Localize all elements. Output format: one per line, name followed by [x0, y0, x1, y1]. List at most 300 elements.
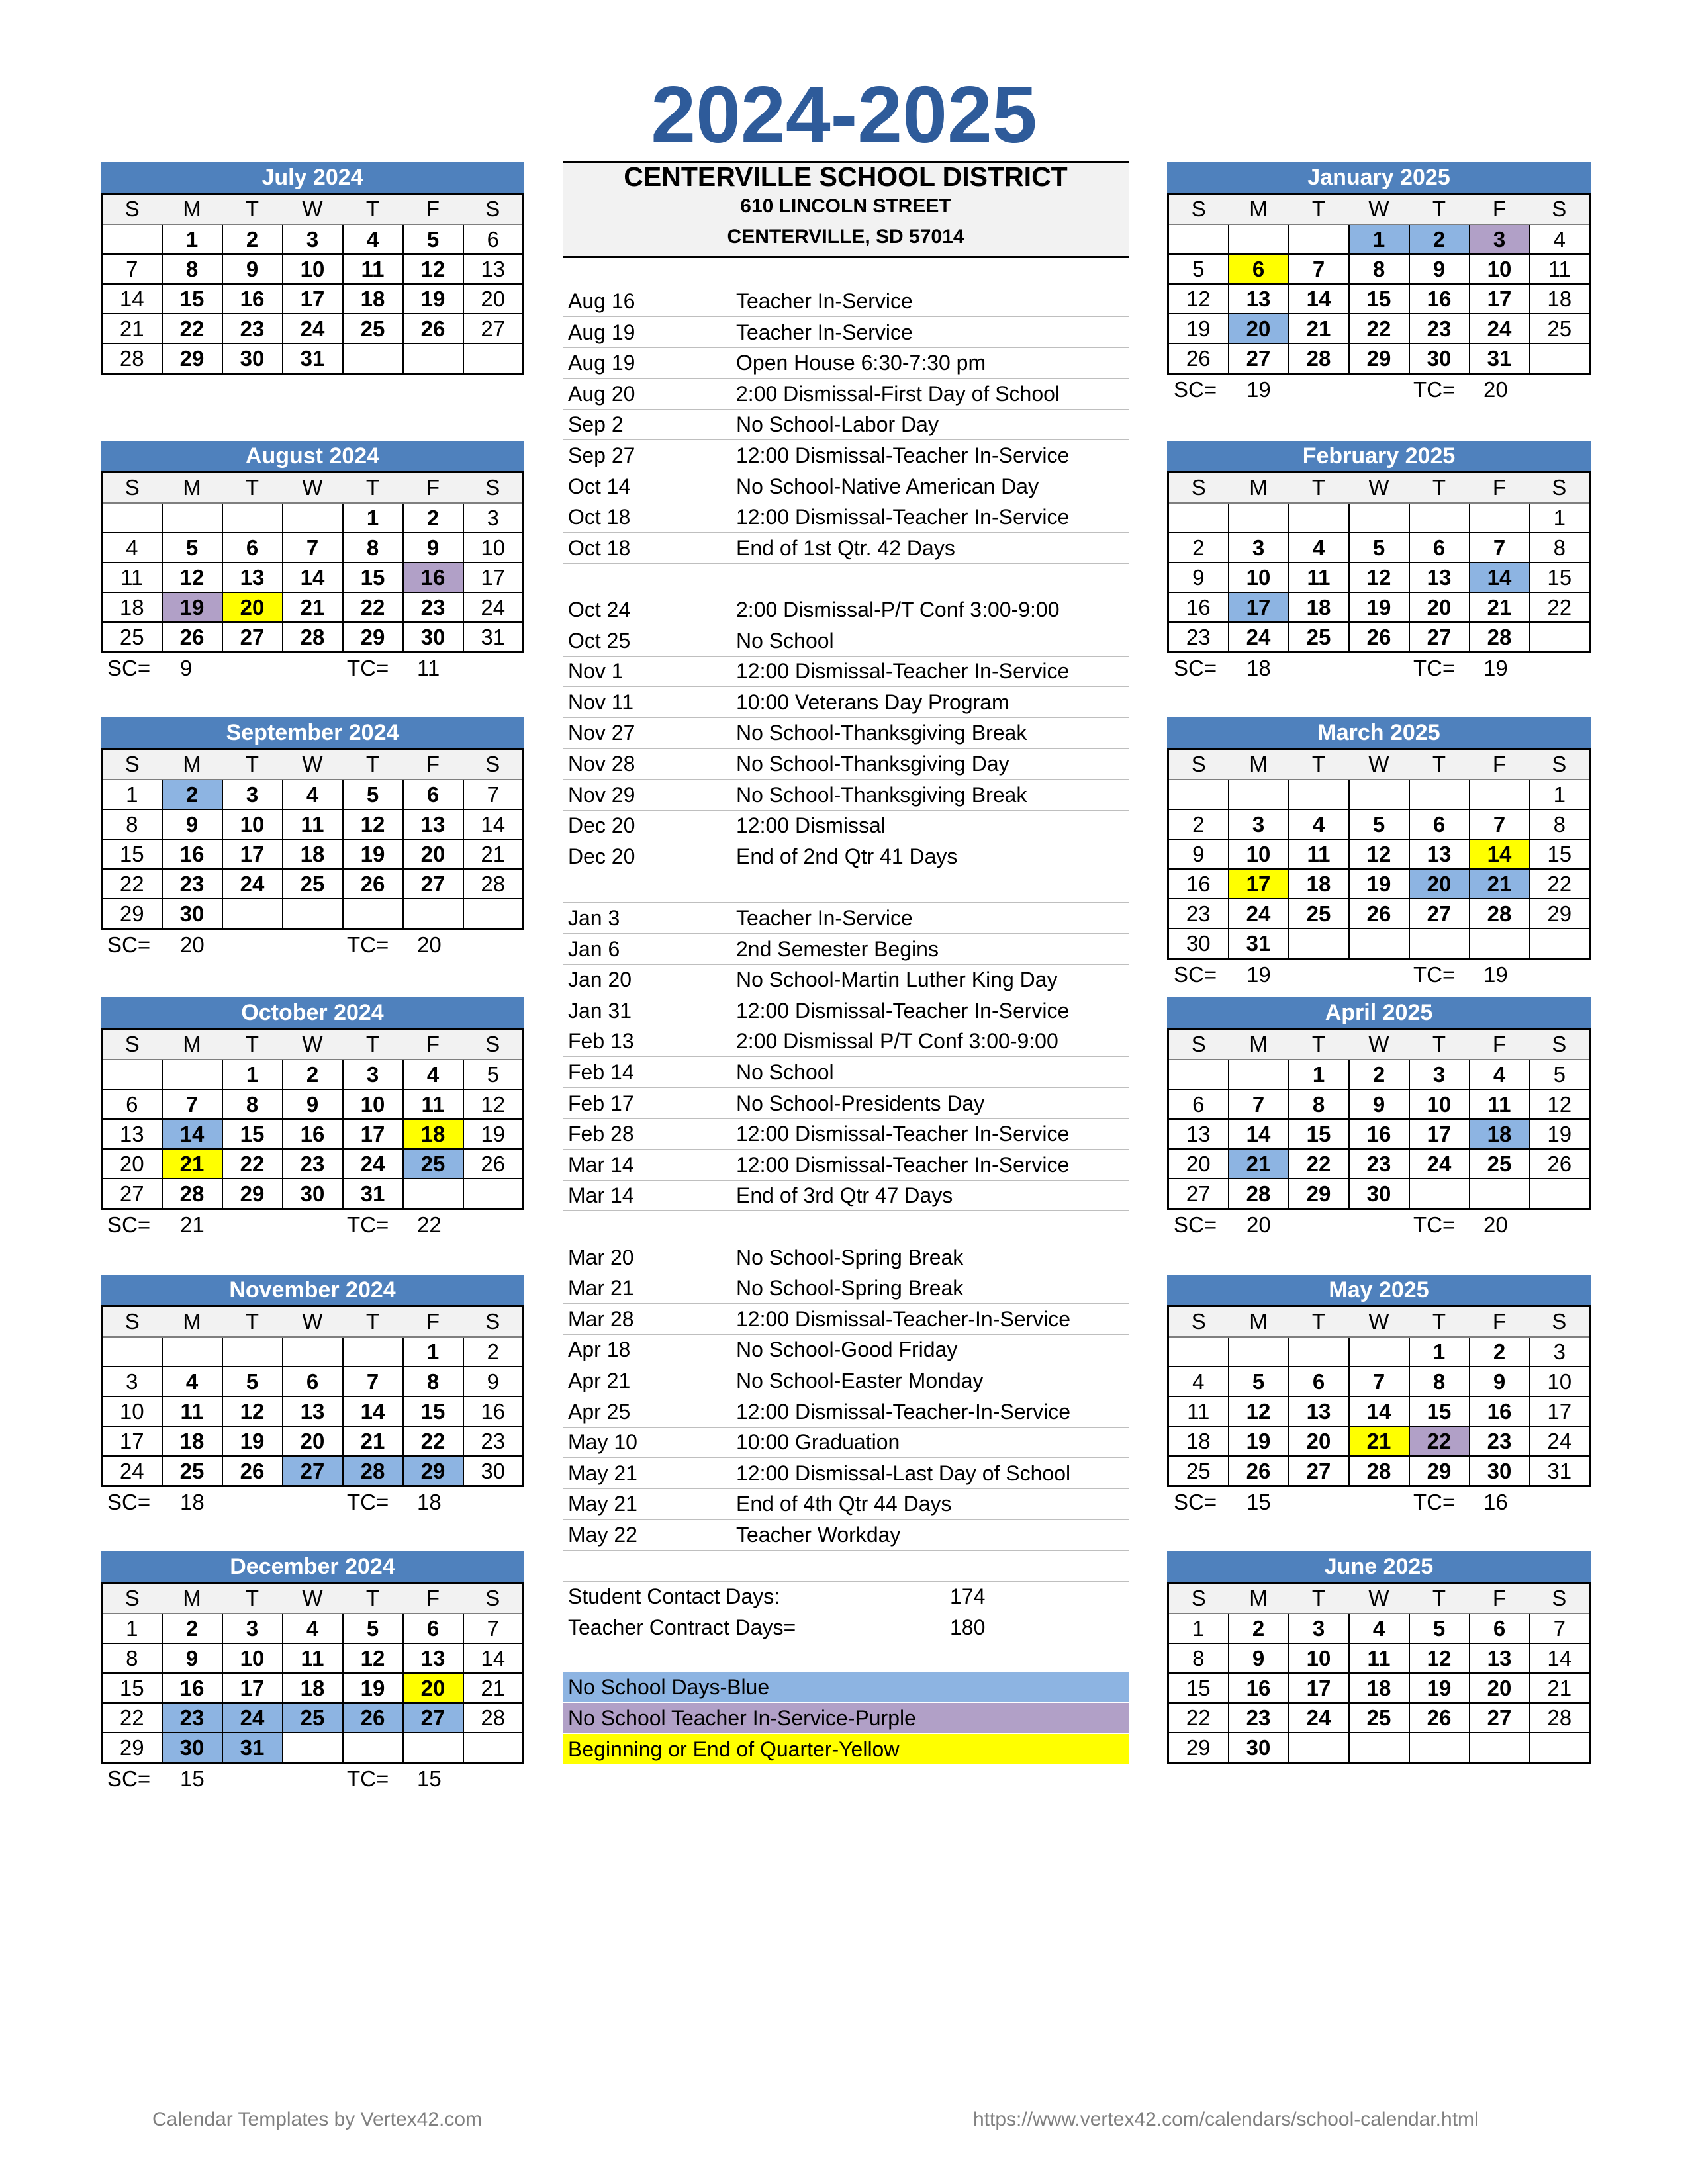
month-grid: [101, 1305, 524, 1487]
sc-value: 18: [180, 1490, 205, 1514]
day-cell: 7: [102, 254, 162, 284]
day-cell: 14: [463, 809, 524, 839]
day-cell: 20: [403, 1673, 463, 1703]
event-row: [563, 347, 1129, 379]
tc-label: TC=: [1413, 1490, 1456, 1514]
event-row: [563, 964, 1129, 995]
weekday-header: S: [102, 194, 162, 225]
weekday-header: S: [102, 1583, 162, 1614]
event-description: 180: [950, 1615, 986, 1639]
month-calendar: [101, 717, 524, 960]
event-date: Nov 27: [568, 721, 635, 745]
event-row: [563, 1150, 1129, 1181]
day-cell: 3: [1530, 1337, 1590, 1367]
event-description: No School-Thanksgiving Day: [736, 752, 1009, 776]
week-row: [102, 839, 524, 869]
day-cell: 12: [463, 1089, 524, 1119]
event-description: End of 3rd Qtr 47 Days: [736, 1183, 953, 1208]
day-cell: 18: [102, 592, 162, 622]
weekday-header: M: [1229, 749, 1289, 780]
day-cell: 16: [222, 284, 283, 314]
day-cell: 15: [222, 1119, 283, 1149]
day-cell: 21: [1349, 1426, 1409, 1456]
day-cell: 4: [1289, 809, 1349, 839]
week-row: [1168, 622, 1590, 653]
day-cell: 13: [222, 563, 283, 592]
day-cell: [343, 343, 403, 374]
day-cell: 18: [1470, 1119, 1530, 1149]
day-cell: 5: [343, 1614, 403, 1643]
day-cell: 22: [102, 869, 162, 899]
day-cell: 7: [1229, 1089, 1289, 1119]
weekday-header: M: [1229, 1306, 1289, 1338]
week-row: [1168, 899, 1590, 929]
sc-value: 21: [180, 1212, 205, 1237]
month-grid: [1167, 1305, 1591, 1487]
day-cell: 30: [283, 1179, 343, 1209]
day-cell: 24: [463, 592, 524, 622]
day-cell: 4: [1530, 224, 1590, 254]
event-date: Jan 6: [568, 936, 620, 961]
day-cell: 22: [343, 592, 403, 622]
day-cell: 26: [1168, 343, 1229, 374]
weekday-header: T: [222, 749, 283, 780]
event-row: [563, 1026, 1129, 1057]
day-cell: 26: [1349, 622, 1409, 653]
weekday-header: S: [1168, 194, 1229, 225]
day-cell: 30: [463, 1456, 524, 1486]
day-cell: 1: [1289, 1060, 1349, 1089]
day-cell: 29: [222, 1179, 283, 1209]
week-row: [1168, 780, 1590, 809]
event-row: [563, 1488, 1129, 1520]
day-cell: 14: [283, 563, 343, 592]
day-cell: 6: [1409, 809, 1470, 839]
day-cell: 23: [162, 1703, 222, 1733]
event-row: [563, 903, 1129, 934]
day-cell: 11: [403, 1089, 463, 1119]
page-title: 2024-2025: [651, 69, 1037, 159]
day-cell: 7: [1289, 254, 1349, 284]
week-row: [1168, 1673, 1590, 1703]
weekday-header: S: [463, 194, 524, 225]
day-cell: 19: [222, 1426, 283, 1456]
day-cell: [1168, 780, 1229, 809]
tc-value: 18: [417, 1490, 442, 1514]
week-row: [1168, 1089, 1590, 1119]
day-cell: 14: [1289, 284, 1349, 314]
day-cell: 23: [1168, 622, 1229, 653]
day-cell: 11: [1470, 1089, 1530, 1119]
day-cell: 22: [1409, 1426, 1470, 1456]
event-row: [563, 841, 1129, 872]
event-description: 12:00 Dismissal: [736, 813, 886, 838]
day-cell: 23: [222, 314, 283, 343]
weekday-header: S: [1168, 1029, 1229, 1060]
day-cell: [1349, 780, 1409, 809]
day-cell: [463, 899, 524, 929]
event-date: Mar 21: [568, 1276, 634, 1300]
event-row: [563, 717, 1129, 749]
day-cell: 2: [463, 1337, 524, 1367]
day-cell: 10: [1229, 563, 1289, 592]
week-row: [1168, 1703, 1590, 1733]
month-grid: [1167, 193, 1591, 375]
week-row: [1168, 1396, 1590, 1426]
day-cell: 17: [463, 563, 524, 592]
week-row: [102, 1396, 524, 1426]
day-cell: 12: [1229, 1396, 1289, 1426]
weekday-header: M: [1229, 1583, 1289, 1614]
event-row: [563, 1273, 1129, 1304]
weekday-header: F: [403, 1583, 463, 1614]
day-cell: 16: [463, 1396, 524, 1426]
week-row: [102, 809, 524, 839]
day-cell: [1168, 1337, 1229, 1367]
day-cell: 14: [1349, 1396, 1409, 1426]
event-date: Oct 18: [568, 535, 631, 560]
weekday-header: T: [1409, 194, 1470, 225]
day-cell: 1: [403, 1337, 463, 1367]
day-cell: 11: [1349, 1643, 1409, 1673]
day-cell: 17: [222, 1673, 283, 1703]
week-row: [1168, 1614, 1590, 1643]
day-cell: 20: [1409, 869, 1470, 899]
day-cell: [283, 899, 343, 929]
day-cell: [162, 503, 222, 533]
day-cell: 15: [343, 563, 403, 592]
week-row: [1168, 1119, 1590, 1149]
day-cell: 13: [1409, 839, 1470, 869]
day-cell: 7: [1530, 1614, 1590, 1643]
day-cell: [1470, 780, 1530, 809]
day-cell: 26: [343, 1703, 403, 1733]
day-cell: 9: [283, 1089, 343, 1119]
day-cell: 25: [283, 869, 343, 899]
week-row: [102, 1119, 524, 1149]
day-cell: 27: [1289, 1456, 1349, 1486]
month-title: May 2025: [1167, 1275, 1591, 1305]
day-cell: 4: [283, 1614, 343, 1643]
day-cell: 10: [463, 533, 524, 563]
day-cell: 14: [102, 284, 162, 314]
week-row: [102, 899, 524, 929]
weekday-header: M: [162, 749, 222, 780]
weekday-header: W: [1349, 1306, 1409, 1338]
month-title: October 2024: [101, 997, 524, 1028]
event-description: No School-Good Friday: [736, 1338, 958, 1362]
event-row: [563, 810, 1129, 841]
day-cell: 2: [1409, 224, 1470, 254]
day-cell: 29: [102, 1733, 162, 1763]
day-cell: 20: [102, 1149, 162, 1179]
sc-label: SC=: [107, 933, 151, 957]
day-cell: [102, 503, 162, 533]
day-cell: 1: [1349, 224, 1409, 254]
week-row: [1168, 1426, 1590, 1456]
sc-value: 15: [1246, 1490, 1271, 1514]
tc-label: TC=: [347, 1212, 389, 1237]
day-counts: [1167, 653, 1591, 684]
week-row: [1168, 533, 1590, 563]
day-cell: 4: [162, 1367, 222, 1396]
day-cell: 22: [1530, 592, 1590, 622]
month-title: June 2025: [1167, 1551, 1591, 1582]
weekday-header: F: [1470, 473, 1530, 504]
day-cell: 9: [403, 533, 463, 563]
weekday-header: F: [403, 1029, 463, 1060]
day-cell: [1409, 1733, 1470, 1763]
day-cell: 17: [1229, 869, 1289, 899]
event-description: 12:00 Dismissal-Teacher In-Service: [736, 659, 1070, 684]
day-cell: 3: [1409, 1060, 1470, 1089]
day-cell: 22: [1289, 1149, 1349, 1179]
day-cell: 30: [1168, 929, 1229, 959]
day-cell: [343, 1337, 403, 1367]
day-cell: 4: [1470, 1060, 1530, 1089]
day-cell: [1168, 1060, 1229, 1089]
day-cell: 18: [283, 1673, 343, 1703]
event-row: [563, 1581, 1129, 1612]
week-row: [1168, 1337, 1590, 1367]
day-cell: 5: [1349, 533, 1409, 563]
month-calendar: [101, 1275, 524, 1518]
day-cell: 8: [162, 254, 222, 284]
event-description: No School-Easter Monday: [736, 1369, 984, 1392]
event-date: Nov 1: [568, 659, 624, 684]
event-description: 12:00 Dismissal-Teacher In-Service: [736, 443, 1070, 467]
weekday-header: S: [1530, 473, 1590, 504]
event-date: Student Contact Days:: [568, 1584, 780, 1609]
day-cell: 30: [403, 622, 463, 653]
month-calendar: [101, 441, 524, 684]
day-cell: 5: [1530, 1060, 1590, 1089]
day-cell: 3: [102, 1367, 162, 1396]
day-cell: 19: [403, 284, 463, 314]
day-cell: [1229, 1060, 1289, 1089]
week-row: [102, 1060, 524, 1089]
day-cell: 10: [343, 1089, 403, 1119]
day-cell: 25: [1168, 1456, 1229, 1486]
weekday-header: M: [1229, 473, 1289, 504]
month-calendar: [1167, 1551, 1591, 1764]
day-cell: 3: [222, 780, 283, 809]
weekday-header: S: [102, 473, 162, 504]
week-row: [1168, 809, 1590, 839]
day-cell: 25: [162, 1456, 222, 1486]
day-cell: 15: [1530, 839, 1590, 869]
day-cell: 26: [1409, 1703, 1470, 1733]
event-date: Sep 2: [568, 412, 624, 437]
day-cell: 21: [283, 592, 343, 622]
day-cell: 13: [1470, 1643, 1530, 1673]
tc-value: 16: [1483, 1490, 1508, 1514]
sc-label: SC=: [107, 1490, 151, 1514]
event-row: [563, 749, 1129, 780]
day-cell: 19: [343, 839, 403, 869]
weekday-header: S: [463, 1306, 524, 1338]
day-cell: 5: [1349, 809, 1409, 839]
weekday-header: F: [1470, 1583, 1530, 1614]
month-title: March 2025: [1167, 717, 1591, 748]
day-cell: 16: [1168, 869, 1229, 899]
day-cell: 28: [1470, 899, 1530, 929]
event-date: Apr 25: [568, 1399, 631, 1424]
legend-label: Beginning or End of Quarter-Yellow: [568, 1737, 900, 1761]
tc-value: 22: [417, 1212, 442, 1237]
day-cell: 12: [343, 1643, 403, 1673]
event-row: [563, 1088, 1129, 1119]
day-cell: 2: [283, 1060, 343, 1089]
event-date: Jan 3: [568, 906, 620, 930]
day-cell: [1168, 224, 1229, 254]
weekday-header: M: [1229, 194, 1289, 225]
day-cell: 21: [162, 1149, 222, 1179]
weekday-header: F: [403, 473, 463, 504]
event-row: [563, 440, 1129, 471]
day-cell: [1470, 929, 1530, 959]
event-row: [563, 1304, 1129, 1335]
event-date: Feb 14: [568, 1060, 634, 1084]
event-row: [563, 1551, 1129, 1582]
tc-label: TC=: [347, 1490, 389, 1514]
day-cell: 2: [1470, 1337, 1530, 1367]
day-cell: 17: [1409, 1119, 1470, 1149]
month-title: January 2025: [1167, 162, 1591, 193]
day-cell: 22: [403, 1426, 463, 1456]
footer-url[interactable]: https://www.vertex42.com/calendars/school-calendar.html: [973, 2109, 1479, 2130]
weekday-header: T: [1289, 194, 1349, 225]
day-cell: 23: [403, 592, 463, 622]
week-row: [102, 314, 524, 343]
weekday-header: T: [343, 194, 403, 225]
tc-label: TC=: [347, 1766, 389, 1791]
day-cell: 22: [1349, 314, 1409, 343]
day-cell: 28: [283, 622, 343, 653]
day-cell: 1: [1409, 1337, 1470, 1367]
event-date: Apr 18: [568, 1338, 631, 1362]
weekday-header: W: [283, 194, 343, 225]
weekday-header: M: [162, 1029, 222, 1060]
day-cell: 27: [222, 622, 283, 653]
event-description: 10:00 Graduation: [736, 1430, 900, 1455]
event-date: Aug 19: [568, 320, 635, 344]
day-cell: 16: [403, 563, 463, 592]
event-description: End of 1st Qtr. 42 Days: [736, 535, 955, 560]
day-cell: 8: [1530, 533, 1590, 563]
day-cell: 23: [162, 869, 222, 899]
day-cell: [1530, 1179, 1590, 1209]
weekday-header: S: [463, 1029, 524, 1060]
weekday-header: M: [162, 1583, 222, 1614]
tc-value: 19: [1483, 962, 1508, 987]
day-cell: 3: [283, 224, 343, 254]
day-cell: 18: [403, 1119, 463, 1149]
event-row: [563, 625, 1129, 657]
event-date: Dec 20: [568, 844, 635, 868]
day-cell: [403, 1733, 463, 1763]
day-cell: 11: [343, 254, 403, 284]
day-counts: [1167, 960, 1591, 990]
day-cell: 13: [1168, 1119, 1229, 1149]
day-cell: 16: [162, 839, 222, 869]
event-description: No School: [736, 1060, 834, 1084]
month-grid: [1167, 748, 1591, 960]
day-cell: 29: [1530, 899, 1590, 929]
day-cell: 20: [1470, 1673, 1530, 1703]
weekday-header: S: [1530, 1306, 1590, 1338]
day-counts: [101, 653, 524, 684]
week-row: [1168, 224, 1590, 254]
day-cell: 8: [1409, 1367, 1470, 1396]
day-counts: [1167, 1210, 1591, 1240]
week-row: [102, 284, 524, 314]
day-cell: 20: [1168, 1149, 1229, 1179]
week-row: [102, 224, 524, 254]
day-cell: [1289, 1337, 1349, 1367]
day-cell: 19: [1409, 1673, 1470, 1703]
day-cell: 12: [1349, 563, 1409, 592]
day-cell: 11: [283, 809, 343, 839]
event-date: Feb 28: [568, 1122, 634, 1146]
day-cell: 19: [1168, 314, 1229, 343]
day-cell: 2: [1168, 533, 1229, 563]
day-cell: 27: [1409, 622, 1470, 653]
month-calendar: [1167, 162, 1591, 405]
day-cell: 12: [222, 1396, 283, 1426]
day-cell: [1530, 343, 1590, 374]
day-cell: 31: [1470, 343, 1530, 374]
day-cell: 29: [1289, 1179, 1349, 1209]
day-cell: 17: [1229, 592, 1289, 622]
weekday-header: T: [1289, 749, 1349, 780]
week-row: [1168, 592, 1590, 622]
day-cell: 10: [102, 1396, 162, 1426]
event-date: May 21: [568, 1461, 637, 1485]
day-cell: 25: [1289, 899, 1349, 929]
day-cell: 21: [1530, 1673, 1590, 1703]
sc-value: 9: [180, 656, 193, 680]
event-row: [563, 1057, 1129, 1088]
day-cell: 23: [1409, 314, 1470, 343]
weekday-header: W: [1349, 473, 1409, 504]
day-cell: 25: [1470, 1149, 1530, 1179]
day-cell: 15: [1289, 1119, 1349, 1149]
month-calendar: [1167, 717, 1591, 990]
day-cell: [463, 1179, 524, 1209]
month-title: November 2024: [101, 1275, 524, 1305]
sc-label: SC=: [107, 656, 151, 680]
day-cell: 14: [1470, 839, 1530, 869]
day-cell: 12: [1168, 284, 1229, 314]
day-cell: 28: [463, 869, 524, 899]
day-cell: 31: [1229, 929, 1289, 959]
event-description: No School-Spring Break: [736, 1245, 964, 1269]
day-cell: 1: [102, 1614, 162, 1643]
day-cell: 18: [1289, 869, 1349, 899]
day-cell: 25: [102, 622, 162, 653]
day-cell: [1470, 1733, 1530, 1763]
weekday-header: W: [1349, 1583, 1409, 1614]
district-address-city: CENTERVILLE, SD 57014: [727, 226, 964, 248]
tc-label: TC=: [1413, 377, 1456, 402]
day-cell: 8: [1289, 1089, 1349, 1119]
week-row: [102, 780, 524, 809]
event-description: End of 2nd Qtr 41 Days: [736, 844, 958, 868]
event-date: Aug 20: [568, 381, 635, 406]
sc-label: SC=: [1174, 1212, 1217, 1237]
day-cell: 1: [162, 224, 222, 254]
